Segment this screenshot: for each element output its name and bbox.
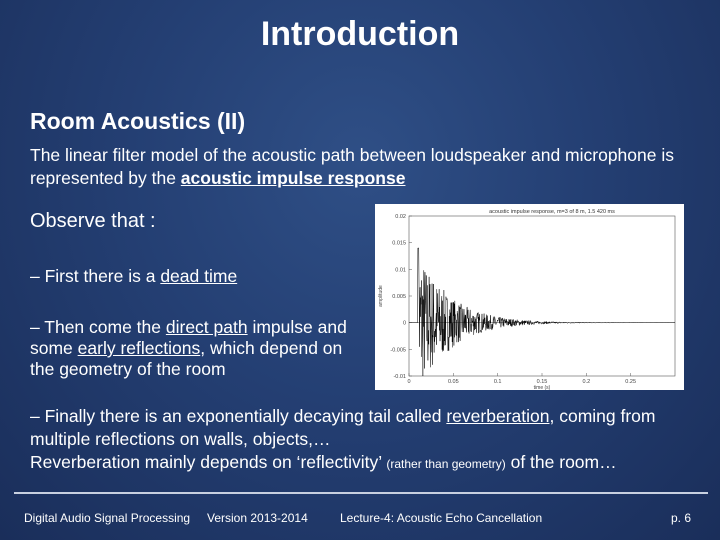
footer-lecture: Lecture-4: Acoustic Echo Cancellation bbox=[340, 511, 543, 525]
x-axis-label: time (s) bbox=[533, 385, 551, 390]
y-axis-label: amplitude bbox=[378, 285, 384, 307]
bullet-direct-path bbox=[30, 317, 370, 380]
bullet-text: – First there is a bbox=[30, 266, 161, 286]
term-acoustic-impulse-response: acoustic impulse response bbox=[180, 168, 406, 188]
page-number: p. 6 bbox=[671, 511, 692, 525]
term-dead-time: dead time bbox=[160, 266, 238, 286]
y-tick-label: 0.01 bbox=[395, 267, 406, 274]
plot-frame bbox=[409, 216, 675, 376]
term-direct-path: direct path bbox=[165, 317, 248, 337]
x-tick-label: 0.15 bbox=[536, 379, 548, 385]
intro-text: The linear filter model of the acoustic path between loudspeaker and microphone is represented by the bbox=[30, 145, 674, 188]
bullet-text: – Then come the bbox=[30, 317, 166, 337]
bullet-reverberation bbox=[30, 405, 710, 476]
slide-title: Introduction bbox=[260, 15, 460, 53]
observe-label: Observe that : bbox=[30, 210, 156, 232]
bullet-text: Reverberation mainly depends on ‘reflectivity’ bbox=[30, 452, 387, 472]
footer-divider bbox=[14, 492, 708, 494]
x-tick-label: 0 bbox=[407, 379, 411, 385]
footer-course: Digital Audio Signal Processing bbox=[24, 511, 191, 525]
y-tick-label: -0.005 bbox=[390, 347, 406, 354]
y-tick-label: 0.005 bbox=[392, 294, 406, 300]
footer-version: Version 2013-2014 bbox=[207, 511, 308, 525]
intro-paragraph bbox=[30, 144, 680, 190]
term-early-reflections: early reflections bbox=[77, 338, 201, 358]
impulse-response-trace bbox=[409, 248, 675, 376]
bullet-text: , coming from multiple reflections on walls, objects,… bbox=[30, 406, 656, 449]
x-tick-label: 0.1 bbox=[493, 379, 502, 385]
bullet-text: , which depend on the geometry of the room bbox=[30, 338, 343, 379]
impulse-response-chart bbox=[375, 204, 684, 390]
term-reverberation: reverberation bbox=[446, 406, 550, 426]
x-tick-label: 0.2 bbox=[582, 379, 591, 385]
chart-title: acoustic impulse response, m=3 of 8 m, 1.5 420 ms bbox=[489, 209, 615, 215]
y-tick-label: 0.015 bbox=[392, 240, 406, 247]
y-tick-label: 0.02 bbox=[395, 214, 406, 220]
section-heading: Room Acoustics (II) bbox=[30, 108, 246, 134]
bullet-note: (rather than geometry) bbox=[386, 457, 506, 471]
x-tick-label: 0.25 bbox=[625, 379, 637, 385]
bullet-text: – Finally there is an exponentially decaying tail called bbox=[30, 406, 447, 426]
bullet-text: of the room… bbox=[505, 452, 617, 472]
bullet-text: impulse and some bbox=[30, 317, 347, 358]
bullet-dead-time bbox=[30, 266, 237, 287]
impulse-response-plot bbox=[375, 204, 684, 390]
y-tick-label: 0 bbox=[402, 320, 406, 327]
y-tick-label: -0.01 bbox=[393, 374, 406, 380]
x-tick-label: 0.05 bbox=[447, 379, 459, 385]
